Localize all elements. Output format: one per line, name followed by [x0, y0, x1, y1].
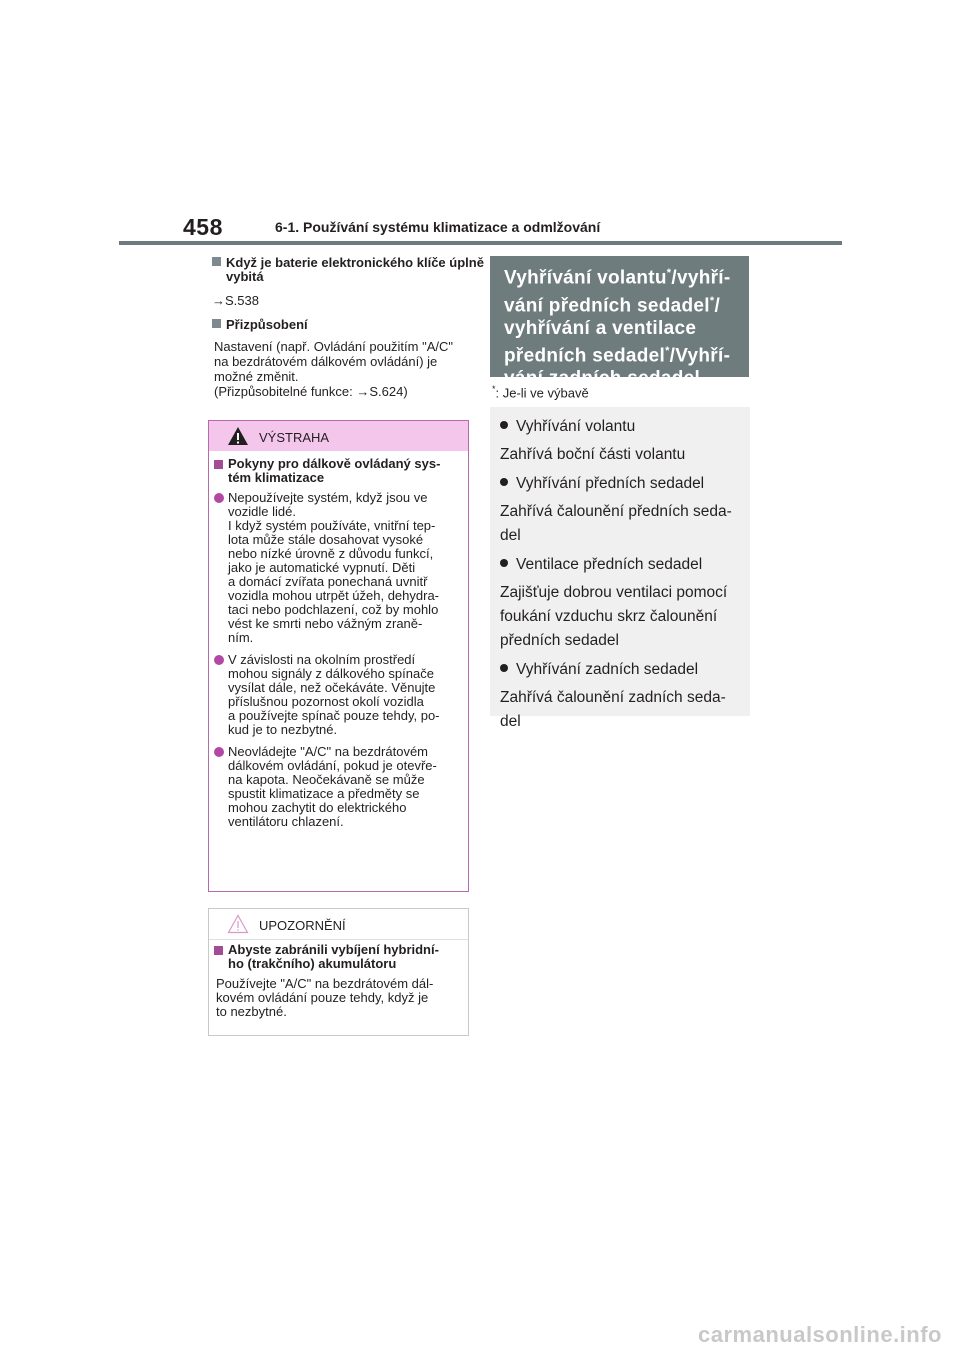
bullet-icon: [500, 478, 508, 486]
warning-heading: Pokyny pro dálkově ovládaný sys- tém klimatizace: [214, 457, 465, 485]
square-bullet-icon: [214, 946, 223, 955]
notice-header: [209, 909, 468, 939]
caution-triangle-icon: [227, 914, 249, 934]
feature-description: Zajišťuje dobrou ventilaci pomocí foukání vzduchu skrz čalounění předních sedadel: [500, 584, 728, 649]
feature-item: [500, 658, 744, 734]
page-number: 458: [183, 214, 223, 240]
square-bullet-icon: [212, 319, 221, 328]
feature-item: [500, 472, 744, 548]
bullet-icon: [500, 559, 508, 567]
feature-name: Vyhřívání předních sedadel: [500, 472, 744, 496]
feature-name: Vyhřívání zadních sedadel: [500, 658, 744, 682]
warning-item: Neovládejte "A/C" na bezdrátovém dálkovém ovládání, pokud je otevře- na kapota. Neočekávaně se může spustit klimatizace a předměty se mohou zachytit do elektrického ventilátoru chlazení.: [214, 745, 465, 829]
section-title: 6-1. Používání systému klimatizace a odmlžování: [275, 219, 601, 235]
customize-heading: Přizpůsobení: [212, 318, 308, 332]
notice-text: Používejte "A/C" na bezdrátovém dál- kovém ovládání pouze tehdy, když je to nezbytné.: [216, 976, 434, 1019]
warning-box: [208, 420, 469, 892]
warning-item: Nepoužívejte systém, když jsou ve vozidle lidé. I když systém používáte, vnitřní tep- lota může stále dosahovat vysoké nebo nízké úrovně z důvodu funkcí, jako je automatické vypnutí. Děti a domácí zvířata ponechaná uvnitř vozidla mohou utrpět úžeh, dehydra- taci nebo podchlazení, což by mohlo vést ke smrti nebo vážným zraně- ním.: [214, 491, 465, 645]
warning-content: [214, 457, 465, 837]
bullet-icon: [500, 421, 508, 429]
circle-bullet-icon: [214, 747, 224, 757]
footnote: *: Je-li ve výbavě: [492, 384, 589, 401]
circle-bullet-icon: [214, 493, 224, 503]
notice-title: UPOZORNĚNÍ: [259, 918, 346, 933]
feature-description: Zahřívá boční části volantu: [500, 446, 686, 463]
notice-heading: Abyste zabránili vybíjení hybridní- ho (trakčního) akumulátoru: [214, 943, 465, 971]
battery-reference-link[interactable]: →S.538: [212, 293, 259, 308]
customize-text: Nastavení (např. Ovládání použitím "A/C" na bezdrátovém dálkovém ovládání) je možné změnit. (Přizpůsobitelné funkce: →S.624): [214, 339, 454, 399]
notice-content: [214, 943, 465, 1027]
battery-heading: Když je baterie elektronického klíče úplně vybitá: [212, 256, 484, 284]
feature-item: [500, 553, 744, 653]
warning-triangle-icon: [227, 426, 249, 446]
feature-title: Vyhřívání volantu*/vyhří- vání předních sedadel*/ vyhřívání a ventilace předních sedadel*/Vyhří- vání zadních sedadel: [504, 267, 731, 389]
feature-name: Vyhřívání volantu: [500, 415, 744, 439]
feature-name: Ventilace předních sedadel: [500, 553, 744, 577]
notice-divider: [209, 939, 468, 940]
feature-title-box: [490, 256, 749, 389]
warning-header: [209, 421, 468, 451]
bullet-icon: [500, 664, 508, 672]
notice-box: [208, 908, 469, 1036]
square-bullet-icon: [212, 257, 221, 266]
feature-description: Zahřívá čalounění zadních seda- del: [500, 689, 726, 730]
warning-title: VÝSTRAHA: [259, 430, 330, 445]
watermark: carmanualsonline.info: [698, 1322, 942, 1347]
header-divider: [119, 241, 842, 245]
feature-list: [500, 411, 744, 739]
square-bullet-icon: [214, 460, 223, 469]
circle-bullet-icon: [214, 655, 224, 665]
feature-description: Zahřívá čalounění předních seda- del: [500, 503, 732, 544]
feature-item: [500, 415, 744, 467]
feature-list-box: [490, 407, 750, 730]
warning-item: V závislosti na okolním prostředí mohou signály z dálkového spínače vysílat dále, než očekáváte. Věnujte příslušnou pozornost okolí vozidla a používejte spínač pouze tehdy, po- kud je to nezbytné.: [214, 653, 465, 737]
